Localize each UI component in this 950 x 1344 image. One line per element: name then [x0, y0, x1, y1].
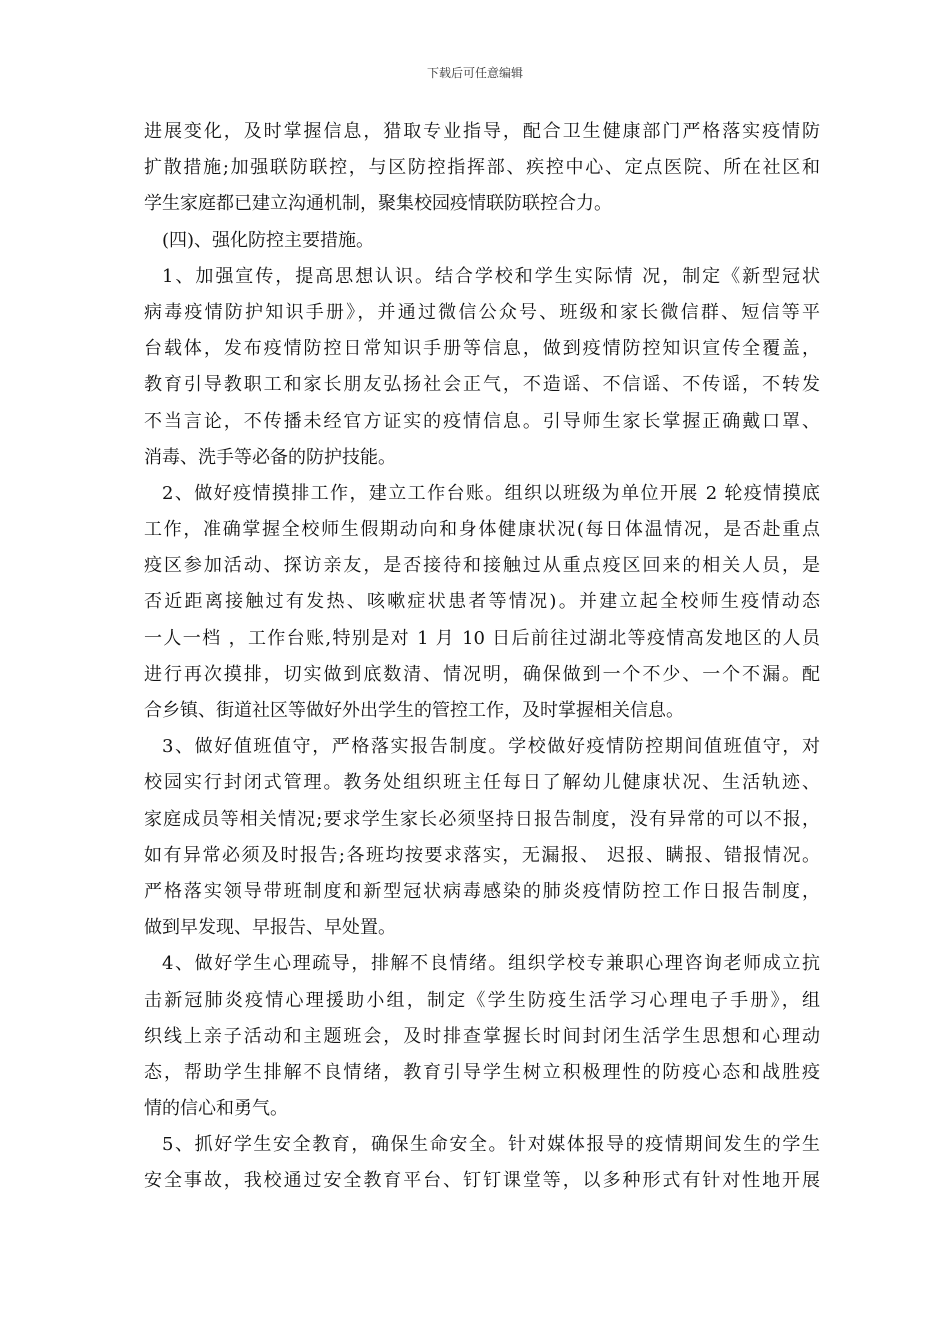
text-line: 工作，准确掌握全校师生假期动向和身体健康状况(每日体温情况，是否赴重点	[144, 519, 820, 541]
text-line: 扩散措施;加强联防联控，与区防控指挥部、疾控中心、定点医院、所在社区和	[144, 157, 820, 179]
text-line: 教育引导教职工和家长朋友弘扬社会正气，不造谣、不信谣、不传谣，不转发	[144, 374, 820, 396]
text-line: 家庭成员等相关情况;要求学生家长必须坚持日报告制度，没有异常的可以不报，	[144, 808, 820, 830]
text-line: 进行再次摸排，切实做到底数清、情况明，确保做到一个不少、一个不漏。配	[144, 663, 820, 685]
text-line: 4、做好学生心理疏导，排解不良情绪。组织学校专兼职心理咨询老师成立抗	[162, 953, 820, 975]
text-line: 严格落实领导带班制度和新型冠状病毒感染的肺炎疫情防控工作日报告制度，	[144, 880, 820, 902]
text-line: 台载体，发布疫情防控日常知识手册等信息，做到疫情防控知识宣传全覆盖，	[144, 338, 820, 360]
text-line: 3、做好值班值守，严格落实报告制度。学校做好疫情防控期间值班值守，对	[162, 736, 820, 758]
text-line: 合乡镇、街道社区等做好外出学生的管控工作，及时掌握相关信息。	[144, 700, 684, 721]
text-line: 织线上亲子活动和主题班会，及时排查掌握长时间封闭生活学生思想和心理动	[144, 1025, 820, 1047]
document-body	[144, 114, 820, 1200]
text-line: 做到早发现、早报告、早处置。	[144, 917, 396, 939]
text-line: 5、抓好学生安全教育，确保生命安全。针对媒体报导的疫情期间发生的学生	[162, 1134, 820, 1156]
text-line: 否近距离接触过有发热、咳嗽症状患者等情况)。并建立起全校师生疫情动态	[144, 591, 820, 613]
text-line: (四)、强化防控主要措施。	[162, 229, 375, 251]
text-line: 击新冠肺炎疫情心理援助小组，制定《学生防疫生活学习心理电子手册》，组	[144, 989, 820, 1011]
text-line: 一人一档 ，工作台账,特别是对 1 月 10 日后前往过湖北等疫情高发地区的人员	[144, 627, 820, 649]
text-line: 校园实行封闭式管理。教务处组织班主任每日了解幼儿健康状况、生活轨迹、	[144, 772, 820, 794]
text-line: 进展变化，及时掌握信息，猎取专业指导，配合卫生健康部门严格落实疫情防	[144, 121, 820, 142]
text-line: 安全事故，我校通过安全教育平台、钉钉课堂等，以多种形式有针对性地开展	[144, 1170, 820, 1192]
text-line: 如有异常必须及时报告;各班均按要求落实，无漏报、 迟报、瞒报、错报情况。	[144, 844, 820, 866]
text-line: 情的信心和勇气。	[144, 1098, 288, 1120]
text-line: 2、做好疫情摸排工作，建立工作台账。组织以班级为单位开展 2 轮疫情摸底	[162, 482, 820, 504]
page-header: 下载后可任意编辑	[426, 66, 523, 80]
text-line: 学生家庭都已建立沟通机制，聚集校园疫情联防联控合力。	[144, 193, 612, 215]
text-line: 1、加强宣传，提高思想认识。结合学校和学生实际情 况，制定《新型冠状	[162, 265, 820, 287]
text-line: 病毒疫情防护知识手册》，并通过微信公众号、班级和家长微信群、短信等平	[144, 301, 820, 323]
text-line: 疫区参加活动、探访亲友，是否接待和接触过从重点疫区回来的相关人员，是	[144, 555, 820, 577]
text-line: 态，帮助学生排解不良情绪，教育引导学生树立积极理性的防疫心态和战胜疫	[144, 1061, 820, 1083]
text-line: 消毒、洗手等必备的防护技能。	[144, 446, 396, 468]
text-line: 不当言论，不传播未经官方证实的疫情信息。引导师生家长掌握正确戴口罩、	[144, 410, 820, 432]
